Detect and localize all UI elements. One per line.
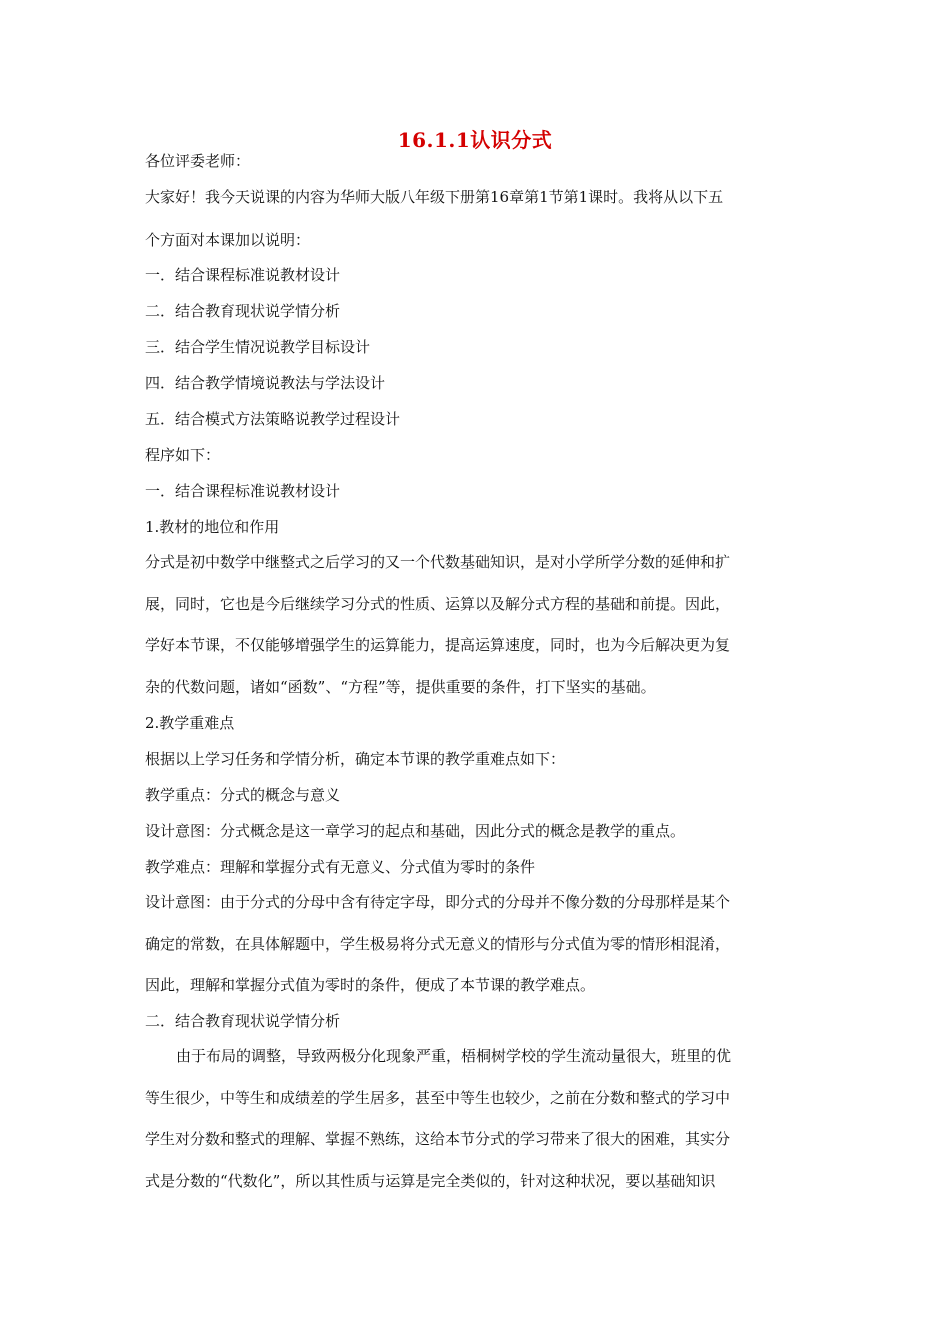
paragraph-line: 确定的常数，在具体解题中，学生极易将分式无意义的情形与分式值为零的情形相混淆，	[145, 935, 731, 953]
outline-item: 三．结合学生情况说教学目标设计	[145, 338, 371, 356]
paragraph-line: 展，同时，它也是今后继续学习分式的性质、运算以及解分式方程的基础和前提。因此，	[145, 595, 731, 613]
paragraph-line: 设计意图：分式概念是这一章学习的起点和基础，因此分式的概念是教学的重点。	[145, 822, 686, 840]
paragraph-line: 因此，理解和掌握分式值为零时的条件，便成了本节课的教学难点。	[145, 976, 596, 994]
subsection-heading: 1.教材的地位和作用	[145, 518, 280, 536]
paragraph-line: 大家好！我今天说课的内容为华师大版八年级下册第16章第1节第1课时。我将从以下五	[145, 188, 724, 206]
paragraph-line: 杂的代数问题，诸如“函数”、“方程”等，提供重要的条件，打下坚实的基础。	[145, 678, 656, 696]
outline-item: 二．结合教育现状说学情分析	[145, 302, 341, 320]
paragraph-line: 分式是初中数学中继整式之后学习的又一个代数基础知识，是对小学所学分数的延伸和扩	[145, 553, 731, 571]
section-heading: 二．结合教育现状说学情分析	[145, 1012, 341, 1030]
paragraph-line: 程序如下：	[145, 446, 221, 464]
section-heading: 一．结合课程标准说教材设计	[145, 482, 341, 500]
salutation: 各位评委老师：	[145, 152, 251, 170]
outline-item: 四．结合教学情境说教法与学法设计	[145, 374, 386, 392]
paragraph-line: 教学难点：理解和掌握分式有无意义、分式值为零时的条件	[145, 858, 536, 876]
paragraph-line: 学生对分数和整式的理解、掌握不熟练，这给本节分式的学习带来了很大的困难，其实分	[145, 1130, 731, 1148]
paragraph-line: 根据以上学习任务和学情分析，确定本节课的教学重难点如下：	[145, 750, 566, 768]
paragraph-line: 式是分数的“代数化”，所以其性质与运算是完全类似的，针对这种状况，要以基础知识	[145, 1172, 716, 1190]
paragraph-line: 个方面对本课加以说明：	[145, 231, 311, 249]
paragraph-line: 学好本节课，不仅能够增强学生的运算能力，提高运算速度，同时，也为今后解决更为复	[145, 636, 731, 654]
subsection-heading: 2.教学重难点	[145, 714, 235, 732]
paragraph-line: 教学重点：分式的概念与意义	[145, 786, 341, 804]
paragraph-line: 等生很少，中等生和成绩差的学生居多，甚至中等生也较少，之前在分数和整式的学习中	[145, 1089, 731, 1107]
outline-item: 五．结合模式方法策略说教学过程设计	[145, 410, 401, 428]
paragraph-line: 由于布局的调整，导致两极分化现象严重，梧桐树学校的学生流动量很大，班里的优	[176, 1047, 732, 1065]
document-title: 16.1.1认识分式	[397, 128, 553, 152]
outline-item: 一．结合课程标准说教材设计	[145, 266, 341, 284]
paragraph-line: 设计意图：由于分式的分母中含有待定字母，即分式的分母并不像分数的分母那样是某个	[145, 893, 731, 911]
